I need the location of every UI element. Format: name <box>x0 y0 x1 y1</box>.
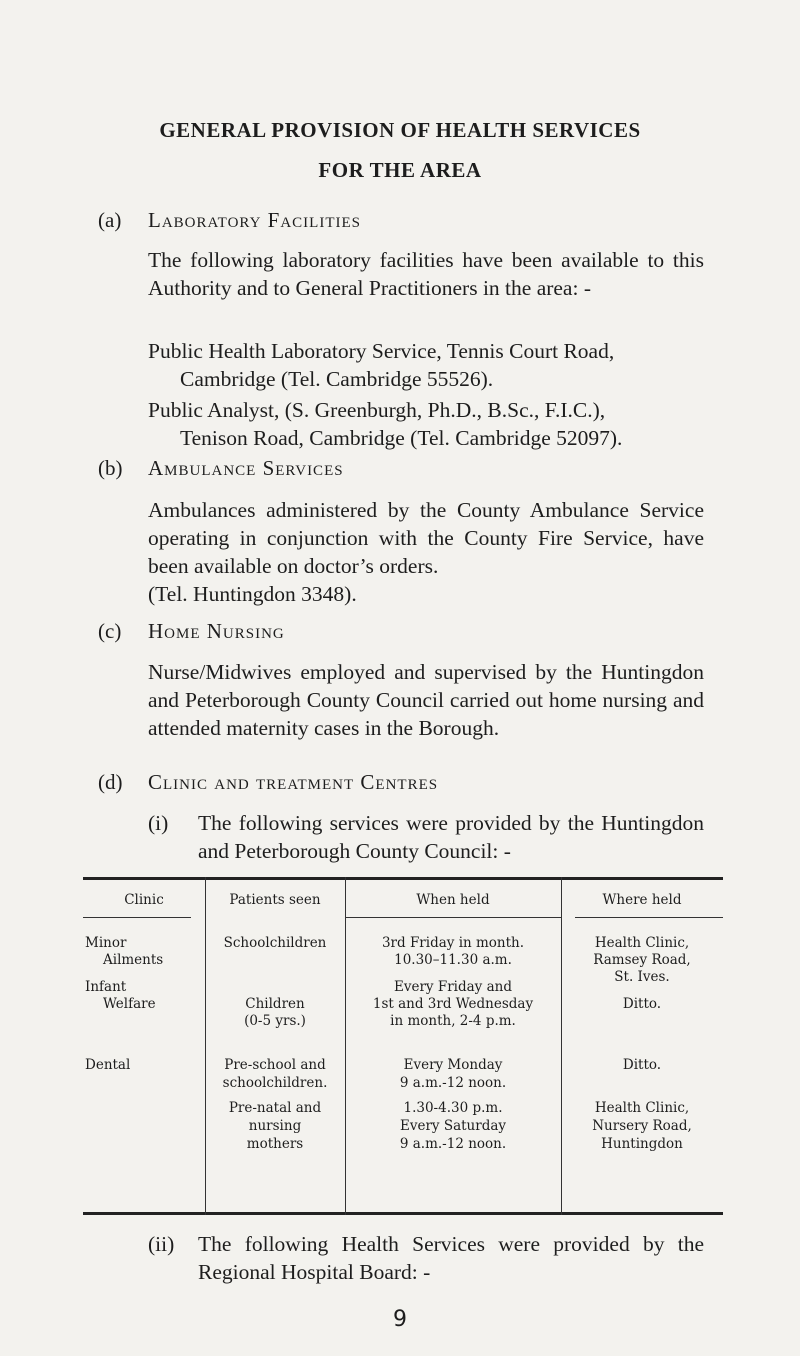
section-a-title: Laboratory Facilities <box>148 208 361 232</box>
table-cell-when-infant-1: Every Friday and <box>394 979 512 995</box>
table-cell-clinic-welfare: Welfare <box>103 996 156 1012</box>
table-cell-clinic-minor: Minor <box>85 935 127 951</box>
section-a-entry-lab-line1: Public Health Laboratory Service, Tennis Court Road, <box>148 339 615 363</box>
table-cell-patients-infant-1: Children <box>245 996 305 1012</box>
section-a-entry-lab <box>148 337 704 393</box>
section-a-heading <box>98 208 361 233</box>
table-column-divider <box>205 877 206 1215</box>
table-cell-where-infant: Ditto. <box>622 996 662 1012</box>
table-cell-when-prenatal-2: Every Saturday <box>399 1118 507 1134</box>
table-cell-where-minor-1: Health Clinic, <box>594 935 690 951</box>
page-title: GENERAL PROVISION OF HEALTH SERVICES <box>159 118 641 142</box>
section-a-intro: The following laboratory facilities have been available to this Authority and to General Practitioners in the area: - <box>148 248 704 300</box>
section-d-item-ii-text: The following Health Services were provided by the Regional Hospital Board: - <box>198 1232 704 1284</box>
table-header-rule <box>575 917 723 918</box>
table-cell-when-prenatal-1: 1.30-4.30 p.m. <box>403 1100 503 1116</box>
section-d-item-ii <box>148 1230 704 1286</box>
table-cell-when-prenatal-3: 9 a.m.-12 noon. <box>399 1136 507 1152</box>
section-d-item-ii-number: (ii) <box>148 1232 175 1256</box>
section-d-title: Clinic and treatment Centres <box>148 770 439 794</box>
table-header-clinic: Clinic <box>124 892 164 908</box>
table-header-when: When held <box>416 892 490 908</box>
section-c-heading <box>98 619 285 644</box>
table-header-where: Where held <box>602 892 682 908</box>
table-cell-patients-prenatal-1: Pre-natal and <box>228 1100 322 1116</box>
section-c-letter: (c) <box>98 619 122 643</box>
table-cell-when-minor-1: 3rd Friday in month. <box>381 935 525 951</box>
table-cell-patients-prenatal-2: nursing <box>248 1118 302 1134</box>
table-cell-where-minor-2: Ramsey Road, <box>593 952 691 968</box>
table-column-divider <box>561 877 562 1215</box>
section-b-text: Ambulances administered by the County Ambulance Service operating in conjunction with the County Fire Service, have been available on doctor’s orders. <box>148 498 704 578</box>
table-cell-where-prenatal-2: Nursery Road, <box>592 1118 692 1134</box>
table-top-rule <box>83 877 723 880</box>
table-cell-patients-minor: Schoolchildren <box>223 935 327 951</box>
table-header-rule <box>83 917 191 918</box>
section-a-entry-analyst <box>148 396 704 452</box>
section-d-item-i <box>148 809 704 865</box>
section-b-heading <box>98 456 344 481</box>
section-d-item-i-text: The following services were provided by the Huntingdon and Peterborough County Council: - <box>198 811 704 863</box>
section-a-entry-lab-line2: Cambridge (Tel. Cambridge 55526). <box>180 367 494 391</box>
page-subtitle: FOR THE AREA <box>318 158 482 182</box>
table-cell-where-minor-3: St. Ives. <box>614 969 670 985</box>
table-cell-patients-prenatal-3: mothers <box>246 1136 304 1152</box>
table-cell-where-prenatal-1: Health Clinic, <box>594 1100 690 1116</box>
table-cell-where-prenatal-3: Huntingdon <box>601 1136 683 1152</box>
table-cell-when-dental-2: 9 a.m.-12 noon. <box>399 1075 507 1091</box>
section-d-letter: (d) <box>98 770 123 794</box>
table-cell-when-infant-3: in month, 2-4 p.m. <box>390 1013 516 1029</box>
table-cell-when-infant-2: 1st and 3rd Wednesday <box>372 996 534 1012</box>
table-column-divider <box>345 877 346 1215</box>
section-b-tel: (Tel. Huntingdon 3348). <box>148 582 357 606</box>
section-d-heading <box>98 770 438 795</box>
table-bottom-rule <box>83 1212 723 1215</box>
clinic-table <box>83 877 723 1215</box>
table-cell-where-dental: Ditto. <box>622 1057 662 1073</box>
table-header-patients: Patients seen <box>229 892 321 908</box>
section-c-text: Nurse/Midwives employed and supervised by the Huntingdon and Peterborough County Council carried out home nursing and attended maternity cases in the Borough. <box>148 660 704 740</box>
table-cell-when-dental-1: Every Monday <box>403 1057 503 1073</box>
table-cell-patients-dental-1: Pre-school and <box>224 1057 326 1073</box>
table-cell-patients-infant-2: (0-5 yrs.) <box>244 1013 306 1029</box>
section-a-entry-analyst-line1: Public Analyst, (S. Greenburgh, Ph.D., B.Sc., F.I.C.), <box>148 398 606 422</box>
table-cell-when-minor-2: 10.30–11.30 a.m. <box>394 952 512 968</box>
table-cell-clinic-dental: Dental <box>85 1057 131 1073</box>
page-number: 9 <box>393 1307 407 1332</box>
section-a-entry-analyst-line2: Tenison Road, Cambridge (Tel. Cambridge 52097). <box>180 426 623 450</box>
section-d-item-i-number: (i) <box>148 811 169 835</box>
section-c-title: Home Nursing <box>148 619 285 643</box>
table-cell-patients-dental-2: schoolchildren. <box>222 1075 328 1091</box>
table-cell-clinic-infant: Infant <box>85 979 127 995</box>
section-b-letter: (b) <box>98 456 123 480</box>
table-cell-clinic-ailments: Ailments <box>103 952 164 968</box>
table-header-rule <box>345 917 561 918</box>
section-b-title: Ambulance Services <box>148 456 344 480</box>
section-a-letter: (a) <box>98 208 122 232</box>
